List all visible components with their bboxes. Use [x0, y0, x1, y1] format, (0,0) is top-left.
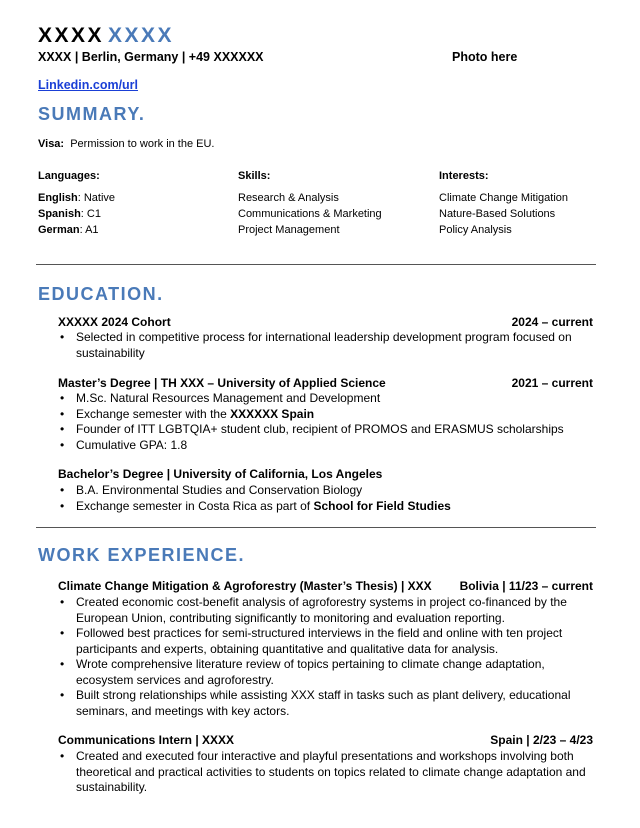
- photo-placeholder: Photo here: [452, 50, 518, 64]
- education-title: EDUCATION.: [38, 284, 164, 304]
- interest-item: Policy Analysis: [439, 224, 512, 236]
- skill-item: Project Management: [238, 224, 340, 236]
- skill-item: Research & Analysis: [238, 192, 339, 204]
- education-entry-heading: Bachelor’s Degree | University of California, Los Angeles: [58, 467, 383, 481]
- divider: [36, 527, 596, 528]
- language-item: Spanish: C1: [38, 208, 101, 220]
- visa-label: Visa:: [38, 138, 65, 150]
- linkedin-link[interactable]: Linkedin.com/url: [38, 78, 139, 92]
- bullet-item: • Selected in competitive process for international leadership development program focused on sustainability: [58, 330, 578, 361]
- language-item: German: A1: [38, 224, 99, 236]
- interest-item: Climate Change Mitigation: [439, 192, 569, 204]
- bullet-item: • Founder of ITT LGBTQIA+ student club, recipient of PROMOS and ERASMUS scholarships: [58, 422, 588, 438]
- bullet-item: • Followed best practices for semi-structured interviews in the field and online with ten project participants and experts, obtaining quantitative and qualitative data for analysis.: [58, 626, 578, 657]
- education-entry-heading: XXXXX 2024 Cohort: [58, 315, 171, 329]
- education-bullets: [58, 391, 588, 453]
- contact-line: XXXX | Berlin, Germany | +49 XXXXXX: [38, 50, 264, 64]
- work-entry-heading: Climate Change Mitigation & Agroforestry (Master’s Thesis) | XXX: [58, 579, 432, 593]
- first-name: XXXX: [38, 24, 105, 47]
- education-bullets: [58, 483, 588, 514]
- visa-text: Permission to work in the EU.: [70, 138, 215, 150]
- visa-line: [38, 138, 215, 150]
- bullet-item: • Exchange semester with the XXXXXX Spain: [58, 407, 588, 423]
- work-entry-heading: Communications Intern | XXXX: [58, 733, 235, 747]
- interest-item: Nature-Based Solutions: [439, 208, 556, 220]
- bullet-item: • Cumulative GPA: 1.8: [58, 438, 588, 454]
- languages-heading: Languages:: [38, 170, 100, 182]
- education-entry-date: 2021 – current: [511, 376, 593, 390]
- work-entry-date: Spain | 2/23 – 4/23: [490, 733, 593, 747]
- skills-column: [238, 168, 382, 238]
- education-bullets: [58, 330, 578, 361]
- bullet-item: • Exchange semester in Costa Rica as part of School for Field Studies: [58, 499, 588, 515]
- last-name: XXXX: [108, 24, 175, 47]
- interests-heading: Interests:: [439, 170, 489, 182]
- bullet-item: • Wrote comprehensive literature review of topics pertaining to climate change adaptation, ecosystem services and agroforestry.: [58, 657, 578, 688]
- bullet-item: • Created and executed four interactive and playful presentations and workshops involving both theoretical and practical activities to students on topics related to climate change adaptation and sustainability.: [58, 749, 598, 796]
- divider: [36, 264, 596, 265]
- interests-column: [439, 168, 568, 238]
- candidate-name: [38, 24, 174, 48]
- skill-item: Communications & Marketing: [238, 208, 382, 220]
- work-experience-title: WORK EXPERIENCE.: [38, 545, 246, 565]
- summary-title: SUMMARY.: [38, 104, 146, 124]
- bullet-item: • Created economic cost-benefit analysis of agroforestry systems in project co-financed by the European Union, contributing significantly to monitoring and evaluation reporting.: [58, 595, 578, 626]
- work-entry-date: Bolivia | 11/23 – current: [459, 579, 593, 593]
- bullet-item: • M.Sc. Natural Resources Management and Development: [58, 391, 588, 407]
- education-entry-date: 2024 – current: [511, 315, 593, 329]
- work-bullets: [58, 595, 578, 719]
- education-entry-heading: Master’s Degree | TH XXX – University of Applied Science: [58, 376, 386, 390]
- language-item: English: Native: [38, 192, 116, 204]
- bullet-item: • B.A. Environmental Studies and Conservation Biology: [58, 483, 588, 499]
- work-bullets: [58, 749, 598, 796]
- languages-column: [38, 168, 115, 238]
- bullet-item: • Built strong relationships while assisting XXX staff in tasks such as plant delivery, educational seminars, and meetings with key actors.: [58, 688, 578, 719]
- skills-heading: Skills:: [238, 170, 271, 182]
